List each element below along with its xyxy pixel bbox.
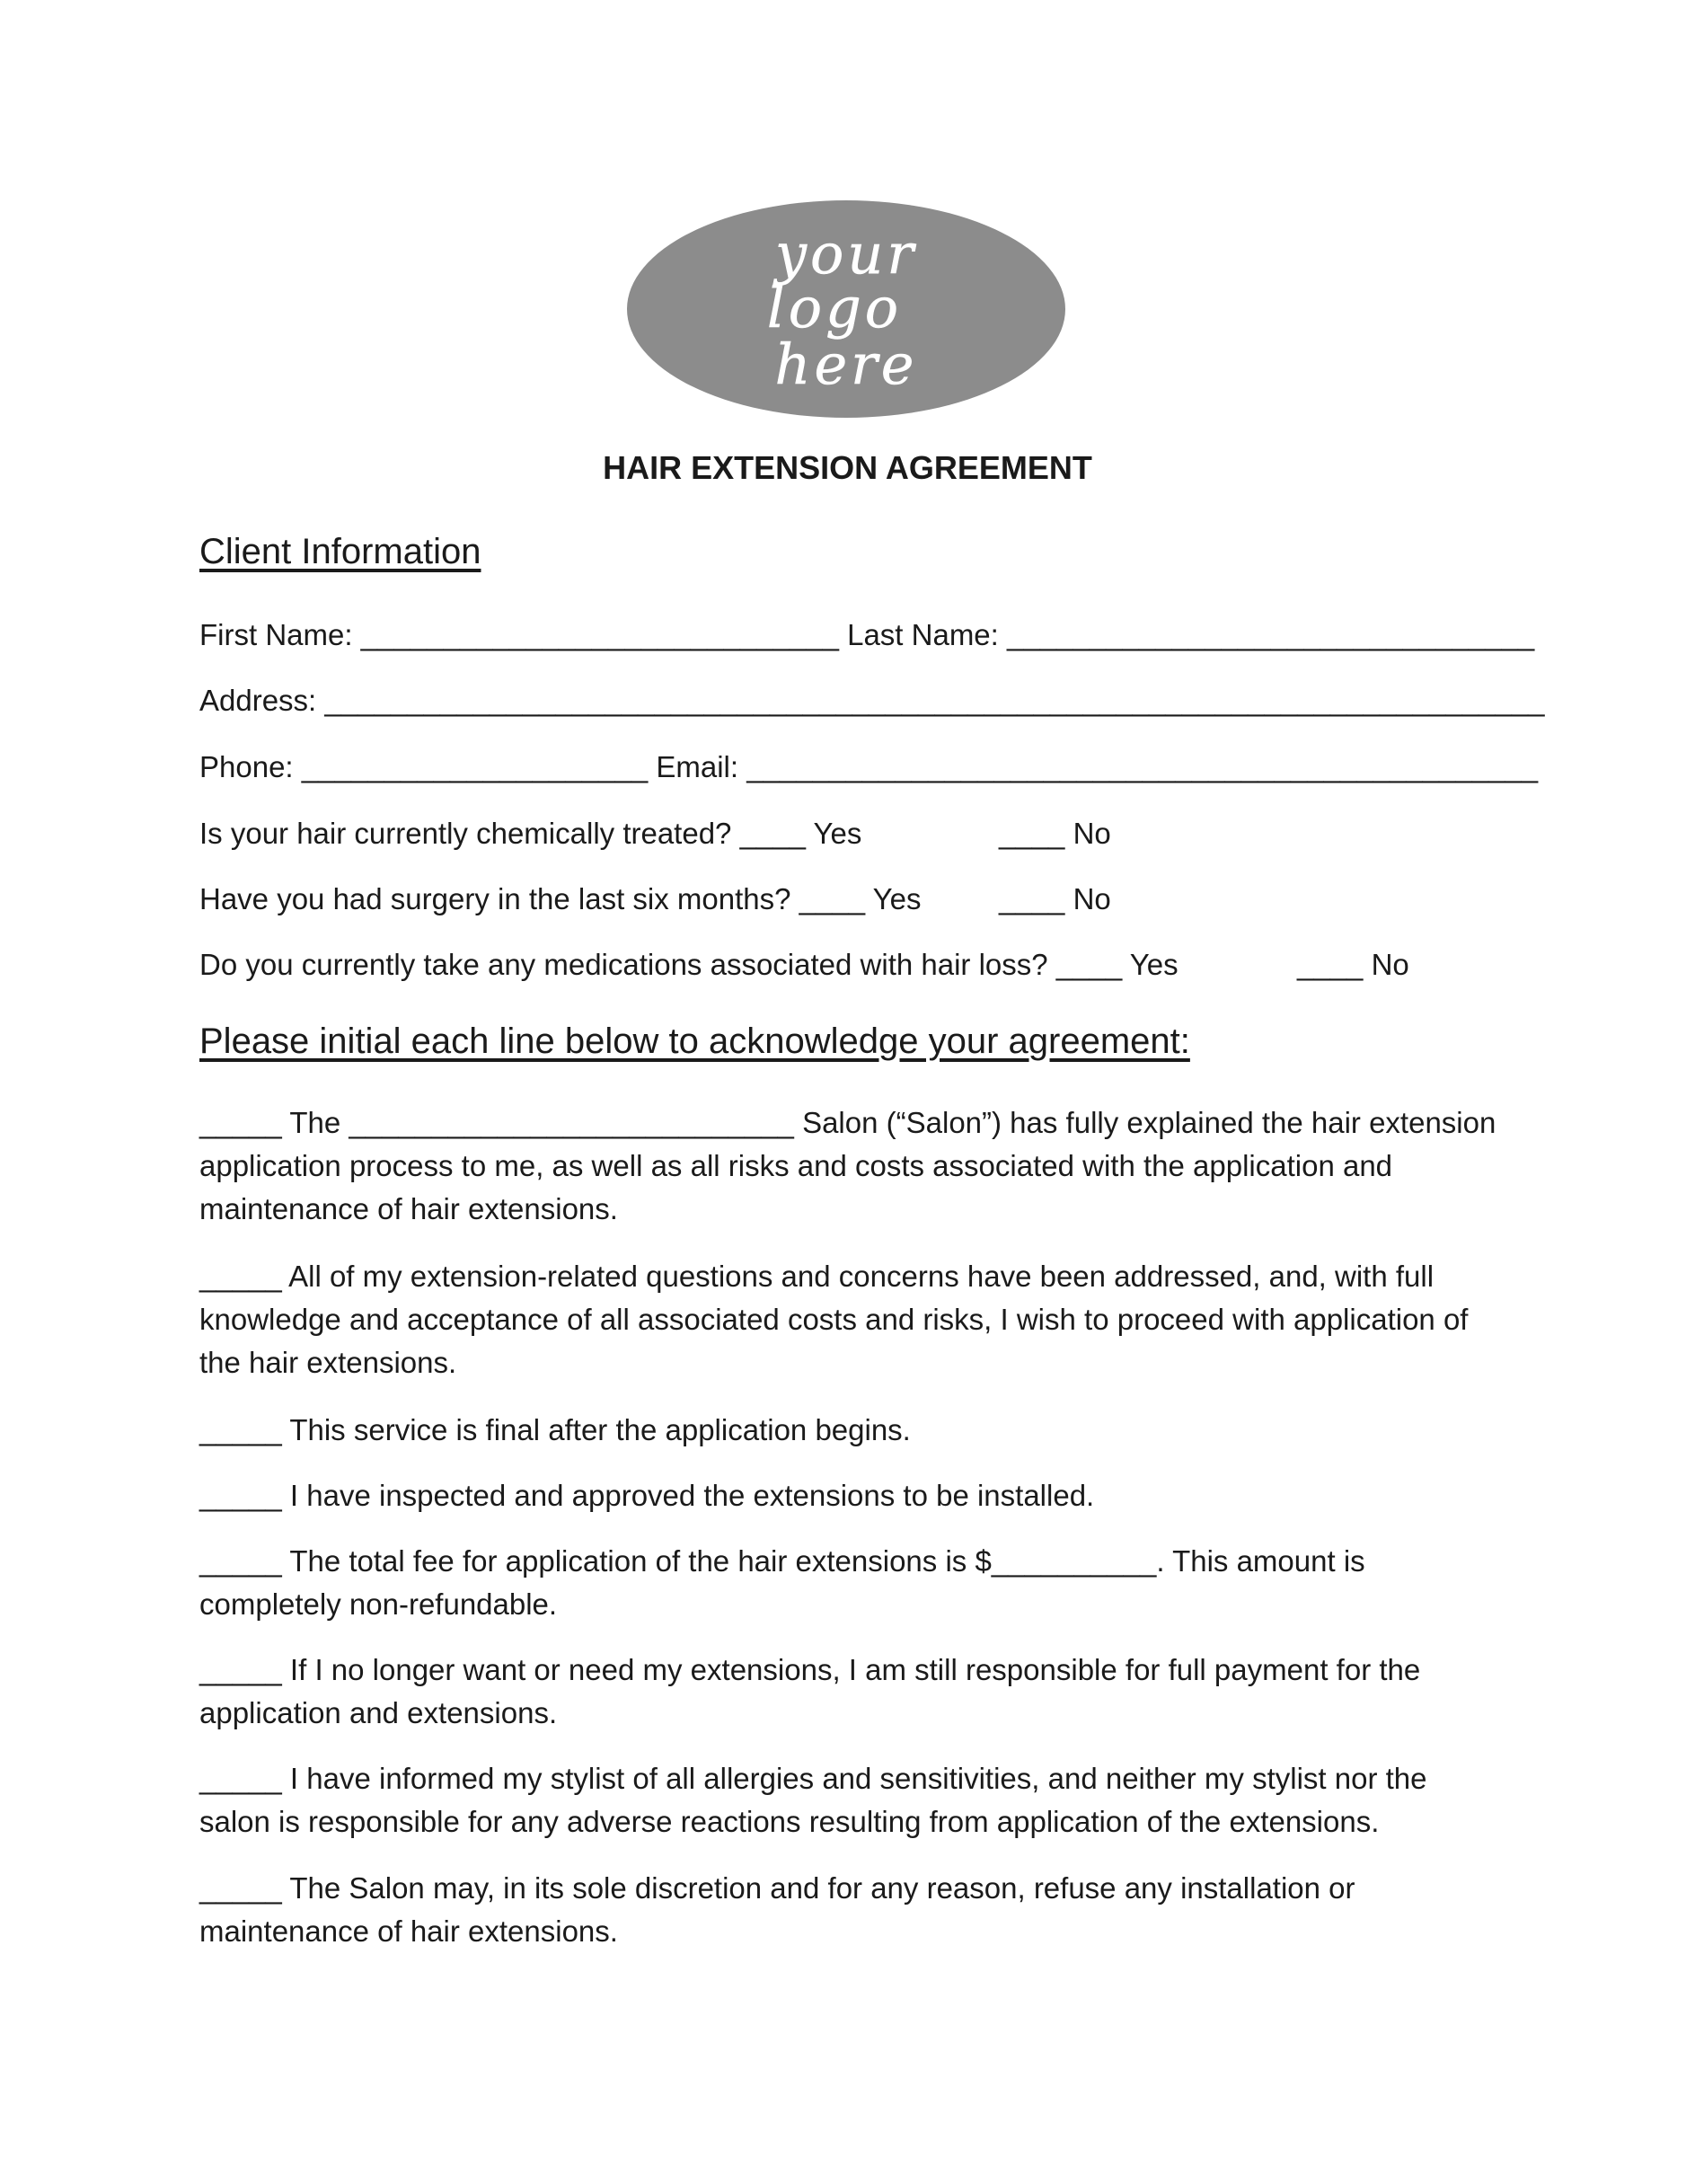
question-chemically-treated[interactable]: Is your hair currently chemically treated? ____ Yes <box>199 817 862 850</box>
document-title: HAIR EXTENSION AGREEMENT <box>603 449 1092 486</box>
address-line[interactable]: Address: __________________________________________________________________________ <box>199 684 1545 717</box>
agreement-item-3[interactable]: _____ This service is final after the application begins. <box>199 1413 911 1446</box>
question-surgery[interactable]: Have you had surgery in the last six months? ____ Yes <box>199 882 922 915</box>
logo-text-line-2: logo <box>766 275 903 340</box>
logo-text-line-1: your <box>775 221 917 287</box>
agreement-heading: Please initial each line below to acknowledge your agreement: <box>199 1021 1190 1061</box>
logo <box>626 199 1066 419</box>
agreement-item-5[interactable]: _____ The total fee for application of the hair extensions is $__________. This amount is completely non-refundable. <box>199 1544 1365 1621</box>
question-chemically-treated-no[interactable]: ____ No <box>999 817 1111 850</box>
question-medications[interactable]: Do you currently take any medications associated with hair loss? ____ Yes <box>199 948 1179 981</box>
client-info-heading: Client Information <box>199 532 481 571</box>
agreement-item-2[interactable]: _____ All of my extension-related questions and concerns have been addressed, and, with full knowledge and acceptance of all associated costs and risks, I wish to proceed with application of the hair extensions. <box>199 1260 1469 1379</box>
question-surgery-no[interactable]: ____ No <box>999 882 1111 915</box>
agreement-item-8[interactable]: _____ The Salon may, in its sole discretion and for any reason, refuse any installation or maintenance of hair extensions. <box>199 1871 1355 1948</box>
agreement-item-1[interactable]: _____ The ___________________________ Salon (“Salon”) has fully explained the hair extension application process to me, as well as all risks and costs associated with the application and maintenance of hair extensions. <box>199 1106 1496 1225</box>
question-medications-no[interactable]: ____ No <box>1297 948 1409 981</box>
logo-text-line-3: here <box>774 332 918 397</box>
phone-email-line[interactable]: Phone: _____________________ Email: ________________________________________________ <box>199 750 1539 783</box>
agreement-item-7[interactable]: _____ I have informed my stylist of all allergies and sensitivities, and neither my stylist nor the salon is responsible for any adverse reactions resulting from application of the extensions. <box>199 1762 1427 1838</box>
agreement-item-6[interactable]: _____ If I no longer want or need my extensions, I am still responsible for full payment for the application and extensions. <box>199 1653 1421 1729</box>
agreement-item-4[interactable]: _____ I have inspected and approved the extensions to be installed. <box>199 1479 1095 1512</box>
name-line[interactable]: First Name: _____________________________ Last Name: ________________________________ <box>199 618 1535 651</box>
